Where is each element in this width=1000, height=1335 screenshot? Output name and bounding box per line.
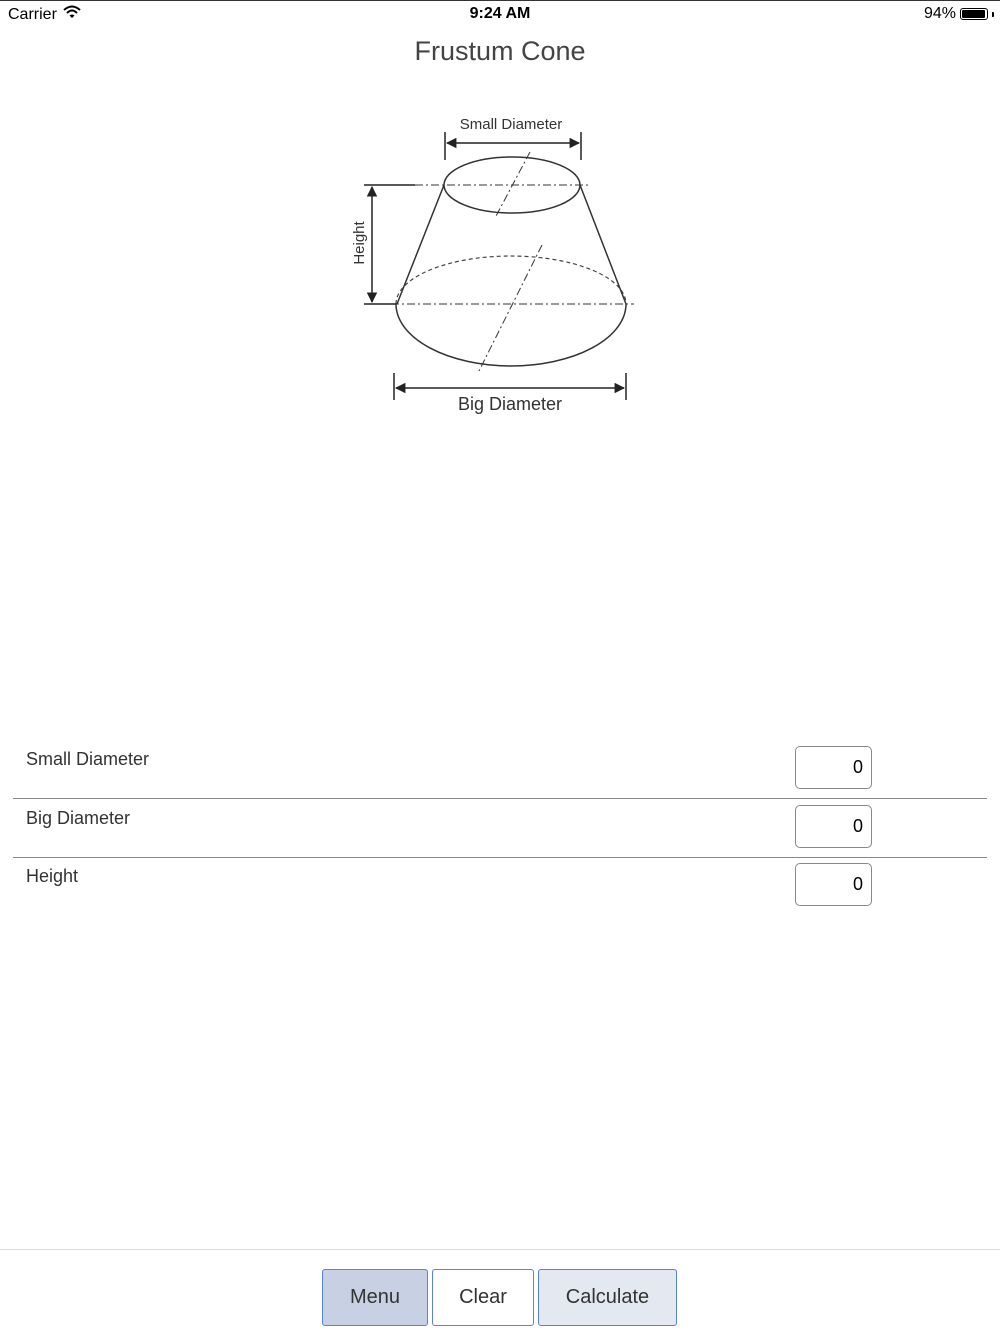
battery-tip [992,12,994,17]
small-diameter-label: Small Diameter [459,116,563,133]
menu-button[interactable]: Menu [322,1269,428,1326]
battery-percent: 94% [923,5,956,22]
status-bar [0,2,1000,28]
height-label: Height [351,221,368,265]
row-big-diameter [13,799,987,858]
battery-icon [960,8,988,20]
calculate-button[interactable]: Calculate [538,1269,677,1326]
page-title: Frustum Cone [414,36,586,66]
top-border [0,0,1000,1]
big-diameter-label: Big Diameter [457,394,563,414]
carrier-name: Carrier [8,5,57,23]
height-input[interactable] [795,863,872,906]
row-small-diameter [13,740,987,799]
battery-fill [962,10,985,18]
big-diameter-input[interactable] [795,805,872,848]
height-field-label: Height [26,866,79,886]
big-diameter-field-label: Big Diameter [26,808,131,828]
row-height [13,857,987,915]
small-diameter-field-label: Small Diameter [26,749,150,769]
status-battery [924,5,994,23]
status-time: 9:24 AM [469,5,531,22]
small-diameter-input[interactable] [795,746,872,789]
bottom-toolbar [0,1249,1000,1335]
clear-button[interactable]: Clear [432,1269,534,1326]
frustum-diagram [340,105,660,425]
